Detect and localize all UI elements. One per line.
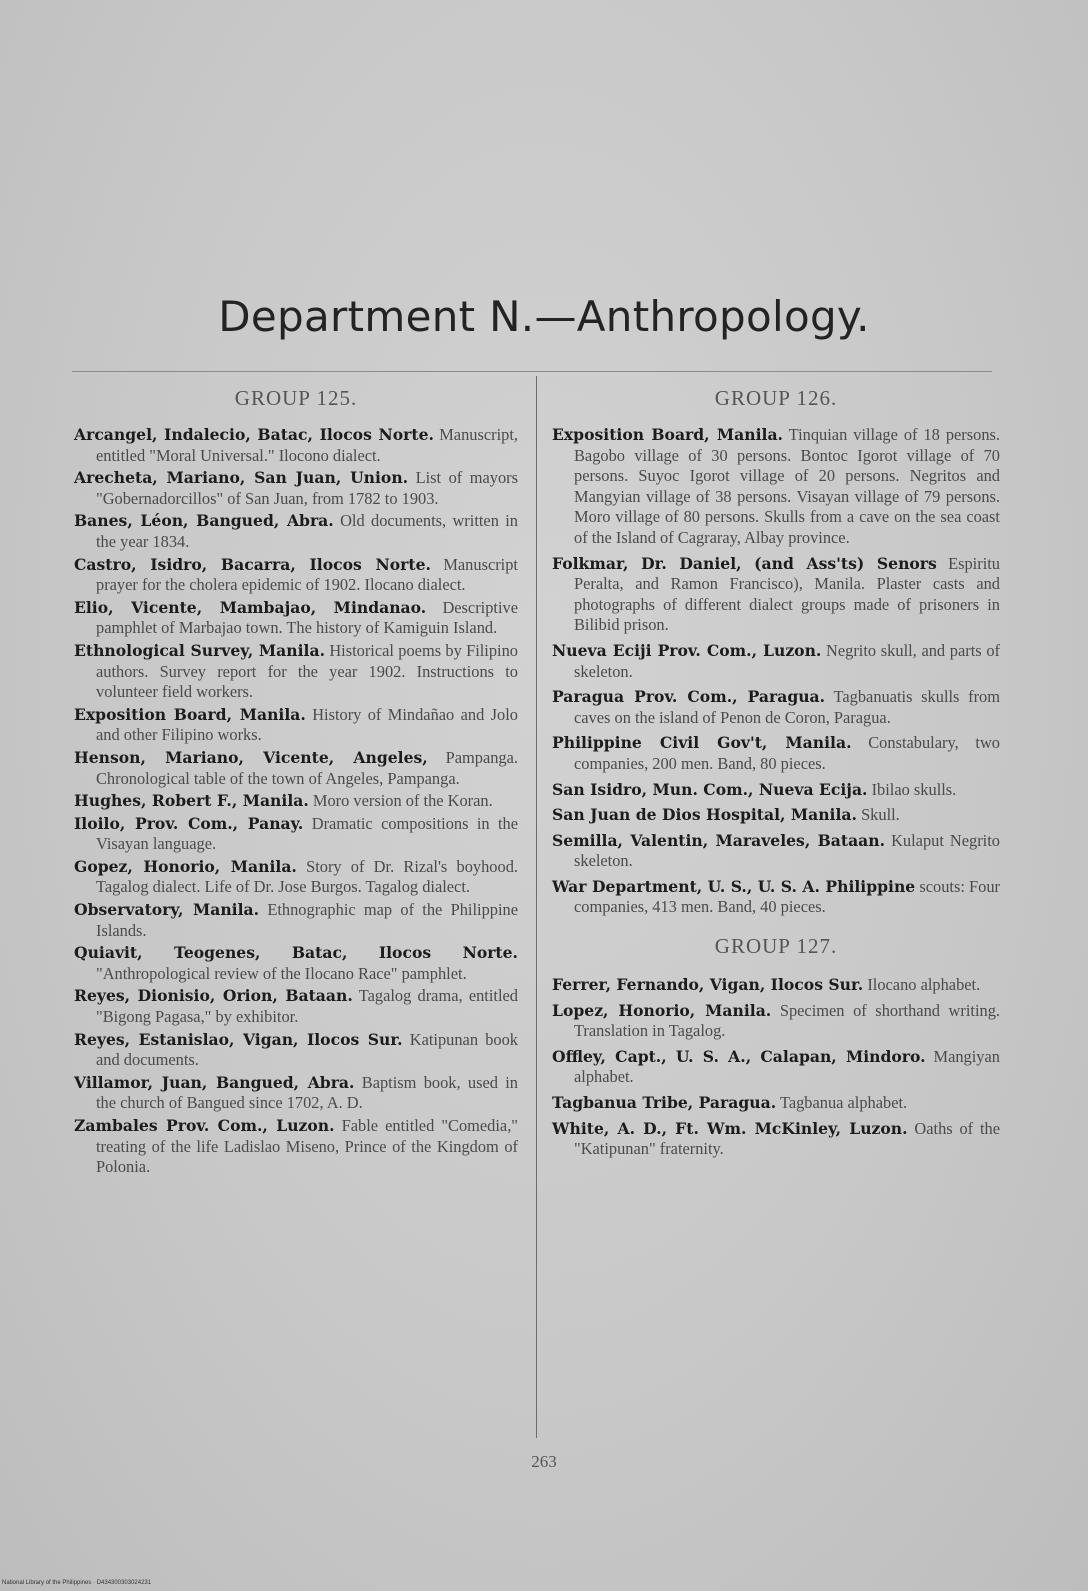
exhibit-description: Tinquian village of 18 persons. Bagobo village of 30 persons. Bontoc Igorot village of 70 persons. Suyoc Igorot village of 20 persons. Negritos and Mangyian village of 38 persons. Visayan village of 79 persons. Moro village of 80 persons. Skulls from a cave on the sea coast of the Island of Cagraray, Albay province. <box>574 425 1000 547</box>
exhibitor-name: Arecheta, Mariano, San Juan, Union. <box>74 468 409 488</box>
exhibit-description: Descriptive pamphlet of Marbajao town. The history of Kamiguin Island. <box>96 597 518 638</box>
catalog-entry <box>552 780 1000 801</box>
exhibitor-name: Reyes, Estanislao, Vigan, Ilocos Sur. <box>74 1029 403 1049</box>
exhibit-description: Ethnographic map of the Philippine Islands. <box>96 900 518 940</box>
catalog-entry <box>74 986 518 1027</box>
exhibit-description: Constabulary, two companies, 200 men. Band, 80 pieces. <box>574 733 1000 773</box>
exhibit-description: Historical poems by Filipino authors. Survey report for the year 1902. Instructions to volunteer field workers. <box>96 640 518 702</box>
catalog-entry <box>552 831 1000 872</box>
exhibit-description: Manuscript, entitled "Moral Universal." Ilocono dialect. <box>96 425 518 465</box>
exhibit-description: Katipunan book and documents. <box>96 1029 518 1070</box>
catalog-entry <box>552 805 1000 826</box>
exhibitor-name: Tagbanua Tribe, Paragua. <box>552 1093 777 1113</box>
catalog-entry <box>552 687 1000 728</box>
exhibitor-name: Nueva Eciji Prov. Com., Luzon. <box>552 640 822 660</box>
group-125-entries <box>74 425 518 1178</box>
exhibit-description: Pampanga. Chronological table of the town of Angeles, Pampanga. <box>96 747 518 788</box>
catalog-entry <box>74 748 518 789</box>
catalog-entry <box>74 555 518 596</box>
page-title: Department N.—Anthropology. <box>218 292 870 341</box>
catalog-entry <box>74 705 518 746</box>
group-127-heading: GROUP 127. <box>714 934 838 959</box>
exhibit-description: Ilocano alphabet. <box>867 975 981 995</box>
exhibitor-name: Semilla, Valentin, Maraveles, Bataan. <box>552 830 886 850</box>
group-126-entries <box>552 425 1000 918</box>
exhibit-description: Tagbanuatis skulls from caves on the island of Penon de Coron, Paragua. <box>574 687 1000 727</box>
exhibit-description: Mangiyan alphabet. <box>574 1046 1000 1087</box>
exhibitor-name: White, A. D., Ft. Wm. McKinley, Luzon. <box>552 1118 908 1138</box>
catalog-entry <box>74 814 518 855</box>
exhibitor-name: Iloilo, Prov. Com., Panay. <box>74 813 304 833</box>
catalog-entry <box>74 1030 518 1071</box>
footer-credit: National Library of the Philippines · D434300303024231 <box>2 1580 152 1586</box>
catalog-entry <box>74 511 518 552</box>
exhibitor-name: Lopez, Honorio, Manila. <box>552 1000 772 1020</box>
catalog-entry <box>74 425 518 466</box>
exhibitor-name: Hughes, Robert F., Manila. <box>74 791 309 811</box>
catalog-entry <box>74 641 518 703</box>
exhibit-description: Kulaput Negrito skeleton. <box>574 830 1000 871</box>
exhibitor-name: Arcangel, Indalecio, Batac, Ilocos Norte. <box>74 425 434 444</box>
exhibitor-name: Exposition Board, Manila. <box>552 425 783 444</box>
exhibitor-name: Reyes, Dionisio, Orion, Bataan. <box>74 986 353 1006</box>
exhibitor-name: War Department, U. S., U. S. A. Philippine <box>552 876 916 896</box>
exhibitor-name: Observatory, Manila. <box>74 900 260 920</box>
exhibitor-name: Henson, Mariano, Vicente, Angeles, <box>74 747 428 767</box>
page-number: 263 <box>531 1452 557 1471</box>
exhibitor-name: Ethnological Survey, Manila. <box>74 640 326 660</box>
exhibit-description: Negrito skull, and parts of skeleton. <box>574 640 1000 681</box>
catalog-entry <box>552 1001 1000 1042</box>
catalog-entry <box>552 1047 1000 1088</box>
exhibitor-name: Paragua Prov. Com., Paragua. <box>552 687 826 707</box>
exhibit-description: Story of Dr. Rizal's boyhood. Tagalog dialect. Life of Dr. Jose Burgos. Tagalog dialect. <box>96 856 518 897</box>
exhibitor-name: Gopez, Honorio, Manila. <box>74 856 297 876</box>
catalog-entry <box>552 425 1000 549</box>
exhibit-description: Old documents, written in the year 1834. <box>96 511 518 551</box>
exhibitor-name: Elio, Vicente, Mambajao, Mindanao. <box>74 597 427 617</box>
exhibitor-name: San Isidro, Mun. Com., Nueva Ecija. <box>552 779 868 799</box>
exhibitor-name: Offley, Capt., U. S. A., Calapan, Mindoro. <box>552 1046 926 1066</box>
exhibit-description: Tagbanua alphabet. <box>779 1093 908 1113</box>
exhibit-description: History of Mindañao and Jolo and other Filipino works. <box>96 704 518 745</box>
catalog-entry <box>74 857 518 898</box>
catalog-entry <box>74 1073 518 1114</box>
exhibitor-name: Folkmar, Dr. Daniel, (and Ass'ts) Senors <box>552 553 937 573</box>
exhibit-description: Baptism book, used in the church of Bangued since 1702, A. D. <box>96 1072 518 1113</box>
catalog-entry <box>74 900 518 941</box>
catalog-entry <box>552 877 1000 918</box>
catalog-entry <box>74 791 518 812</box>
exhibitor-name: Castro, Isidro, Bacarra, Ilocos Norte. <box>74 554 431 574</box>
catalog-entry <box>74 598 518 639</box>
exhibitor-name: Villamor, Juan, Bangued, Abra. <box>74 1072 355 1092</box>
group-127-entries <box>552 975 1000 1160</box>
exhibit-description: Specimen of shorthand writing. Translation in Tagalog. <box>574 1000 1000 1041</box>
catalog-entry <box>74 1116 518 1178</box>
column-divider <box>536 376 537 1438</box>
group-125-heading: GROUP 125. <box>234 386 358 410</box>
exhibitor-name: Banes, Léon, Bangued, Abra. <box>74 511 334 531</box>
exhibitor-name: Zambales Prov. Com., Luzon. <box>74 1116 335 1135</box>
exhibitor-name: Quiavit, Teogenes, Batac, Ilocos Norte. <box>74 943 518 963</box>
exhibit-description: Moro version of the Koran. <box>312 791 493 811</box>
exhibit-description: Fable entitled "Comedia," treating of the life Ladislao Miseno, Prince of the Kingdom of Polonia. <box>96 1116 518 1177</box>
exhibit-description: Tagalog drama, entitled "Bigong Pagasa," by exhibitor. <box>96 986 518 1027</box>
exhibit-description: Espiritu Peralta, and Ramon Francisco), Manila. Plaster casts and photographs of different dialect groups made of prisoners in Bilibid prison. <box>574 553 1000 635</box>
catalog-entry <box>552 733 1000 774</box>
catalog-entry <box>74 468 518 509</box>
left-column <box>74 386 518 1180</box>
exhibit-description: Skull. <box>861 805 900 825</box>
title-rule <box>72 371 992 372</box>
exhibit-description: scouts: Four companies, 413 men. Band, 40 pieces. <box>574 876 1001 917</box>
group-126-heading: GROUP 126. <box>714 386 838 410</box>
right-column <box>552 386 1000 1165</box>
catalog-entry <box>552 975 1000 996</box>
catalog-entry <box>552 1093 1000 1114</box>
exhibit-description: Ibilao skulls. <box>871 779 957 799</box>
exhibitor-name: San Juan de Dios Hospital, Manila. <box>552 805 857 825</box>
exhibitor-name: Ferrer, Fernando, Vigan, Ilocos Sur. <box>552 975 864 995</box>
catalog-entry <box>74 943 518 984</box>
exhibit-description: List of mayors "Gobernadorcillos" of San Juan, from 1782 to 1903. <box>96 468 518 508</box>
exhibit-description: "Anthropological review of the Ilocano Race" pamphlet. <box>96 963 467 983</box>
exhibitor-name: Exposition Board, Manila. <box>74 704 306 724</box>
exhibit-description: Manuscript prayer for the cholera epidemic of 1902. Ilocano dialect. <box>96 554 518 595</box>
catalog-entry <box>552 554 1000 636</box>
catalog-entry <box>552 641 1000 682</box>
exhibit-description: Oaths of the "Katipunan" fraternity. <box>574 1118 1000 1159</box>
exhibit-description: Dramatic compositions in the Visayan language. <box>96 813 518 854</box>
exhibitor-name: Philippine Civil Gov't, Manila. <box>552 733 852 753</box>
catalog-entry <box>552 1119 1000 1160</box>
